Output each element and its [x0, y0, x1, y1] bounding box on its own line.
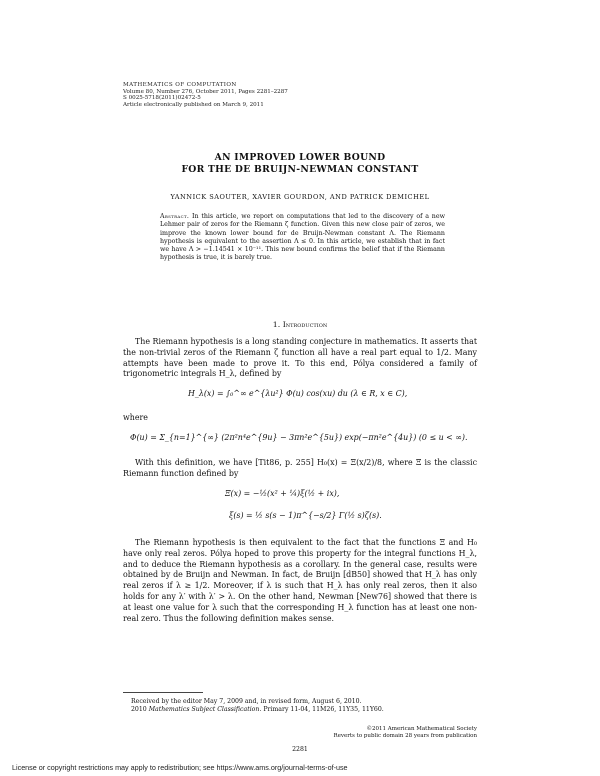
abstract-label: Abstract. [160, 213, 190, 220]
paragraph-3: The Riemann hypothesis is then equivalent to the fact that the functions Ξ and H₀ have only real zeros. Pólya hoped to prove this property for the integral functions H_λ, and to deduce the Riemann hypothesis as a corollary. In the general case, results were obtained by de Bruijn and Newman. In fact, de Bruijn [dB50] showed that H_λ has only real zeros if λ ≥ 1/2. Moreover, if λ is such that H_λ has only real zeros, then it also holds for any λ′ with λ′ > λ. On the other hand, Newman [New76] showed that there is at least one value for λ such that the corresponding H_λ function has at least one non-real zero. Thus the following definition makes sense. [123, 538, 477, 623]
where-text: where [123, 413, 148, 422]
journal-name: MATHEMATICS OF COMPUTATION [123, 82, 237, 88]
equation-xi-upper: Ξ(x) = −½(x² + ¼)ξ(½ + ix), [225, 489, 340, 498]
volume-line: Volume 80, Number 276, October 2011, Pages 2281–2287 [123, 88, 288, 95]
copyright-line-2: Reverts to public domain 28 years from publication [333, 732, 477, 739]
equation-phi: Φ(u) = Σ_{n=1}^{∞} (2π²n⁴e^{9u} − 3πn²e^{5u}) exp(−πn²e^{4u}) (0 ≤ u < ∞). [130, 433, 468, 442]
msc-year: 2010 [131, 706, 147, 713]
title-line-1: AN IMPROVED LOWER BOUND [214, 152, 386, 163]
section-number: 1. [272, 320, 281, 329]
abstract [160, 213, 445, 263]
page-number: 2281 [292, 746, 308, 753]
copyright-line-1: ©2011 American Mathematical Society [366, 726, 477, 732]
abstract-text: In this article, we report on computations that led to the discovery of a new Lehmer pair of zeros for the Riemann ζ function. Given this new close pair of zeros, we improve the known lower bound for de Bruijn-Newman constant Λ. The Riemann hypothesis is equivalent to the assertion Λ ≤ 0. In this article, we establish that in fact we have Λ > −1.14541 × 10⁻¹¹. This new bound confirms the belief that if the Riemann hypothesis is true, it is barely true. [160, 213, 445, 262]
paragraph-1: The Riemann hypothesis is a long standing conjecture in mathematics. It asserts that the non-trivial zeros of the Riemann ζ function all have a real part equal to 1/2. Many attempts have been made to prove it. To this end, Pólya considered a family of trigonometric integrals H_λ, defined by [123, 337, 477, 379]
license-notice-link[interactable]: License or copyright restrictions may apply to redistribution; see https://www.ams.org/journal-terms-of-use [12, 763, 348, 772]
published-line: Article electronically published on March 9, 2011 [123, 101, 264, 108]
msc-label: Mathematics Subject Classification. [148, 706, 262, 713]
equation-xi-lower: ξ(s) = ½ s(s − 1)π^{−s/2} Γ(½ s)ζ(s). [229, 511, 382, 520]
footnote-rule [123, 692, 203, 693]
msc-codes: Primary 11-04, 11M26, 11Y35, 11Y60. [263, 706, 384, 713]
msc-note [123, 706, 477, 714]
section-title: Introduction [282, 320, 328, 329]
footnotes [123, 698, 477, 714]
authors: YANNICK SAOUTER, XAVIER GOURDON, AND PATRICK DEMICHEL [170, 193, 430, 201]
equation-h-lambda: H_λ(x) = ∫₀^∞ e^{λu²} Φ(u) cos(xu) du (λ ∈ R, x ∈ C), [188, 389, 408, 398]
section-heading [0, 320, 600, 329]
title-line-2: FOR THE DE BRUIJN-NEWMAN CONSTANT [181, 164, 419, 175]
paragraph-2: With this definition, we have [Tit86, p. 255] H₀(x) = Ξ(x/2)/8, where Ξ is the classic Riemann function defined by [123, 458, 477, 478]
received-note: Received by the editor May 7, 2009 and, in revised form, August 6, 2010. [131, 698, 362, 705]
copyright [333, 726, 477, 739]
journal-header [123, 82, 288, 108]
issn-line: S 0025-5718(2011)02472-5 [123, 95, 201, 102]
